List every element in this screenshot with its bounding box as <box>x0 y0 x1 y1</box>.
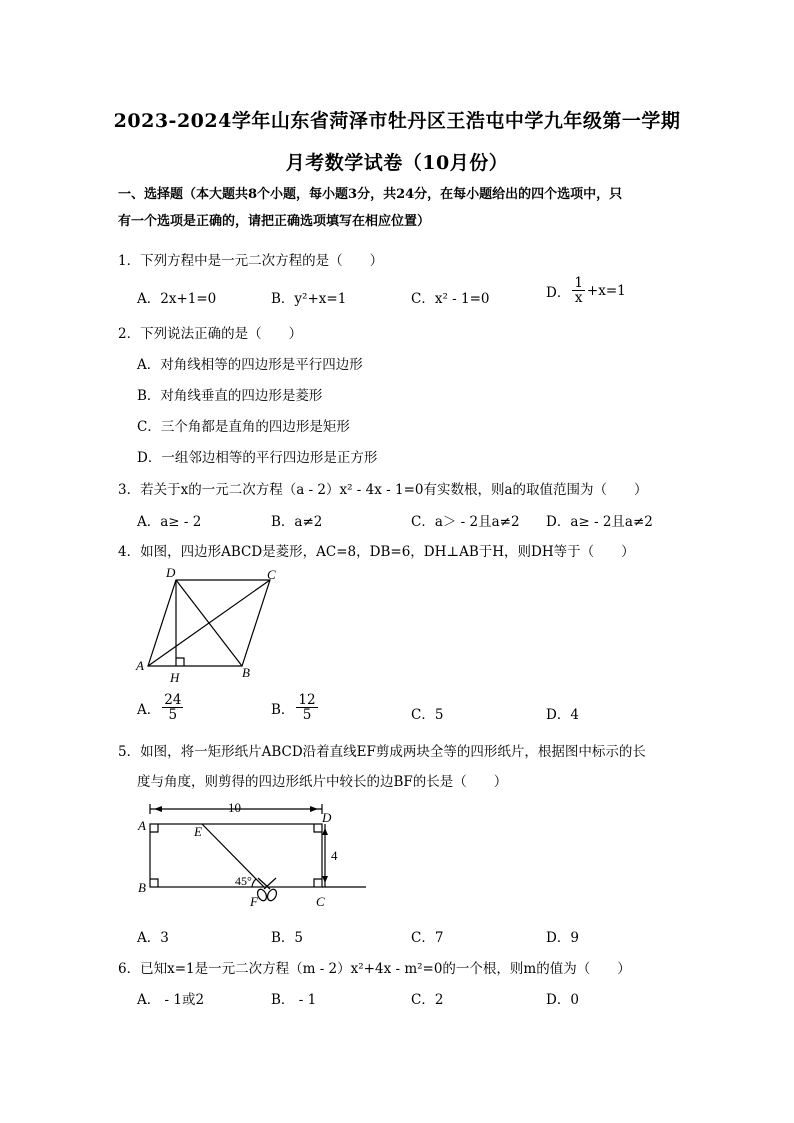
q5-option-b: B．5 <box>271 930 304 946</box>
q2-option-a: A．对角线相等的四边形是平行四边形 <box>137 357 363 373</box>
label-a: A <box>136 658 144 673</box>
right-angle-d <box>314 824 322 832</box>
q1-option-a: A．2x+1=0 <box>137 291 217 307</box>
right-angle-b <box>150 879 158 887</box>
q6-option-c: C．2 <box>411 992 444 1008</box>
label-c: C <box>316 894 325 909</box>
q4-rhombus-figure <box>130 562 290 686</box>
arrowhead-left <box>154 806 162 812</box>
angle-label-45: 45° <box>235 874 252 888</box>
label-b: B <box>242 665 250 680</box>
q4-option-c: C．5 <box>411 707 444 723</box>
label-e: E <box>194 824 202 839</box>
q5-option-c: C．7 <box>411 930 444 946</box>
q4-option-a <box>137 693 185 722</box>
q5-rectangle-figure <box>134 798 374 910</box>
diagonal-db <box>176 580 242 666</box>
right-angle-a <box>150 824 158 832</box>
arrowhead-down <box>322 876 328 883</box>
q2-option-b: B．对角线垂直的四边形是菱形 <box>137 388 323 404</box>
q1-option-b: B．y²+x=1 <box>271 291 347 307</box>
q3-option-b: B．a≠2 <box>271 514 323 530</box>
q1-option-d <box>546 276 626 305</box>
q1-option-d-suffix: +x=1 <box>586 282 626 299</box>
q1-stem: 1．下列方程中是一元二次方程的是（ ） <box>118 253 384 269</box>
q1-option-d-denominator: x <box>574 290 583 306</box>
q5-option-a: A．3 <box>137 930 169 946</box>
label-b: B <box>138 880 146 895</box>
label-h: H <box>170 670 180 685</box>
cut-line-ef <box>202 824 264 887</box>
arrowhead-up <box>322 828 328 835</box>
q5-stem-line2: 度与角度，则剪得的四边形纸片中较长的边BF的长是（ ） <box>137 774 508 790</box>
arrowhead-right <box>310 806 318 812</box>
q1-option-c: C．x² - 1=0 <box>411 291 490 307</box>
label-a: A <box>138 818 146 833</box>
q5-option-d: D．9 <box>546 930 579 946</box>
q3-stem: 3．若关于x的一元二次方程（a - 2）x² - 4x - 1=0有实数根，则a的取值范围为（ ） <box>118 482 648 498</box>
q1-option-d-prefix: D． <box>546 284 571 301</box>
q5-stem-line1: 5．如图，将一矩形纸片ABCD沿着直线EF剪成两块全等的四形纸片，根据图中标示的长 <box>118 744 646 760</box>
q4-option-a-fraction <box>162 693 183 722</box>
q4-option-b-prefix: B． <box>271 701 295 718</box>
q2-stem: 2．下列说法正确的是（ ） <box>118 326 303 342</box>
q4-option-a-prefix: A． <box>137 701 161 718</box>
q4-option-b-denominator: 5 <box>302 707 312 723</box>
q1-option-d-fraction <box>572 276 585 305</box>
page-title-line1: 2023-2024学年山东省菏泽市牡丹区王浩屯中学九年级第一学期 <box>113 110 681 132</box>
q4-option-a-numerator: 24 <box>164 692 182 708</box>
q6-option-b: B． - 1 <box>271 992 317 1008</box>
q4-option-b <box>271 693 320 722</box>
page-title-line2: 月考数学试卷（10月份） <box>285 152 509 174</box>
section-header-line2: 有一个选项是正确的，请把正确选项填写在相应位置） <box>118 214 431 229</box>
label-d: D <box>166 565 176 580</box>
label-d: D <box>322 810 332 825</box>
q4-option-b-fraction <box>296 693 317 722</box>
angle-arc-45 <box>252 879 256 887</box>
right-angle-c <box>314 879 322 887</box>
q4-option-a-denominator: 5 <box>168 707 178 723</box>
length-label-4: 4 <box>331 848 338 863</box>
q6-option-a: A． - 1或2 <box>137 992 205 1008</box>
label-c: C <box>267 567 276 582</box>
q3-option-a: A．a≥ - 2 <box>137 514 202 530</box>
section-header-line1: 一、选择题（本大题共8个小题，每小题3分，共24分，在每小题给出的四个选项中，只 <box>118 187 623 202</box>
q1-option-d-numerator: 1 <box>574 275 583 291</box>
q6-stem: 6．已知x=1是一元二次方程（m - 2）x²+4x - m²=0的一个根，则m的值为（ ） <box>118 961 631 977</box>
q3-option-c: C．a＞ - 2且a≠2 <box>411 514 520 530</box>
label-f: F <box>250 894 258 909</box>
q6-option-d: D．0 <box>546 992 579 1008</box>
q2-option-d: D．一组邻边相等的平行四边形是正方形 <box>137 450 378 466</box>
q4-stem: 4．如图，四边形ABCD是菱形，AC=8，DB=6，DH⊥AB于H，则DH等于（ ） <box>118 544 635 560</box>
q4-option-d: D．4 <box>546 707 579 723</box>
q4-option-b-numerator: 12 <box>298 692 316 708</box>
q3-option-d: D．a≥ - 2且a≠2 <box>546 514 653 530</box>
length-label-10: 10 <box>228 800 241 815</box>
right-angle-mark <box>176 658 184 666</box>
q2-option-c: C．三个角都是直角的四边形是矩形 <box>137 419 350 435</box>
